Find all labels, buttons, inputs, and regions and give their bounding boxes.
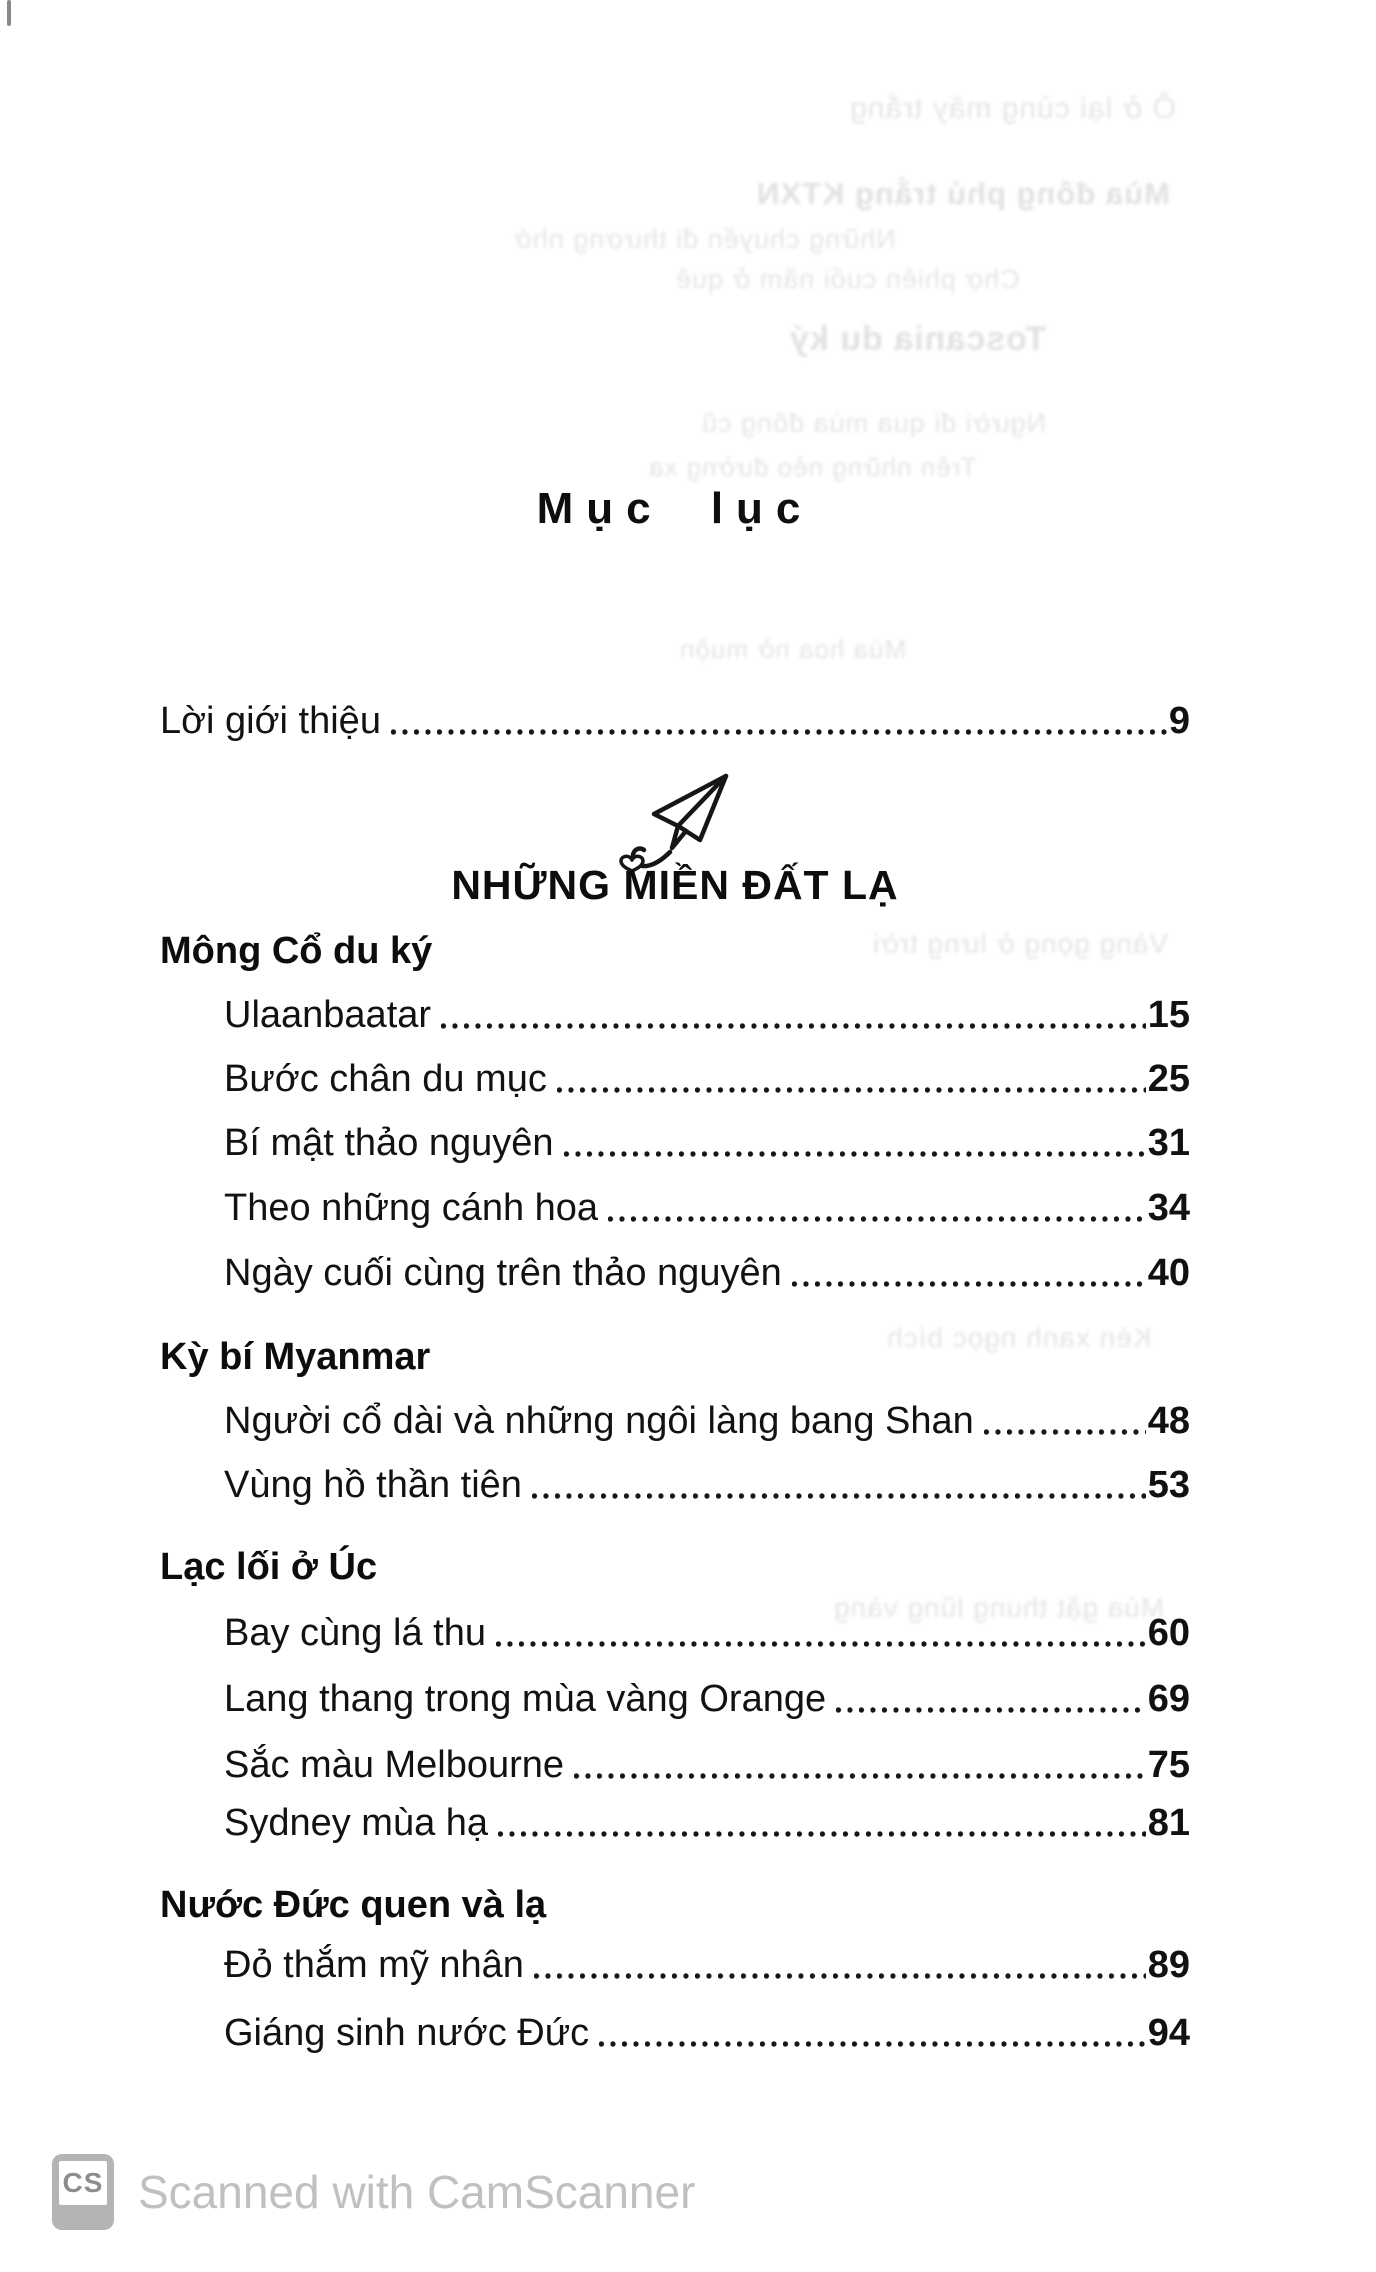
dot-leader — [441, 1020, 1146, 1032]
toc-entry-page-number: 75 — [1147, 1744, 1190, 1786]
dot-leader — [574, 1770, 1146, 1782]
dot-leader — [608, 1213, 1146, 1225]
toc-entry-title: Ulaanbaatar — [224, 994, 432, 1036]
toc-entry-title: Sắc màu Melbourne — [224, 1744, 565, 1786]
toc-entry — [224, 1400, 1190, 1443]
camscanner-logo-label: CS — [59, 2161, 107, 2205]
bleedthrough-ghost-text: Kèn xanh ngọc bích — [886, 1322, 1152, 1353]
bleedthrough-ghost-text: Chợ phiên cuối năm ở quê — [675, 264, 1020, 294]
bleedthrough-ghost-text: Người đi qua mùa đông cũ — [701, 408, 1046, 438]
dot-leader — [836, 1704, 1146, 1716]
toc-entry-page-number: 15 — [1147, 994, 1190, 1036]
toc-entry-page-number: 9 — [1168, 700, 1190, 742]
toc-entry — [224, 2012, 1190, 2055]
toc-entry-title: Sydney mùa hạ — [224, 1802, 489, 1844]
toc-entry — [224, 1252, 1190, 1295]
dot-leader — [599, 2038, 1146, 2050]
toc-entry-page-number: 31 — [1147, 1122, 1190, 1164]
dot-leader — [557, 1084, 1146, 1096]
toc-entry — [224, 994, 1190, 1037]
dot-leader — [984, 1426, 1146, 1438]
toc-entry-page-number: 34 — [1147, 1187, 1190, 1229]
toc-entry — [224, 1122, 1190, 1165]
page-title: Mục lục — [536, 484, 814, 533]
dot-leader — [534, 1970, 1146, 1982]
toc-entry-page-number: 81 — [1147, 1802, 1190, 1844]
toc-entry — [224, 1678, 1190, 1721]
toc-section-heading: Lạc lối ở Úc — [160, 1546, 378, 1588]
toc-section-heading: Kỳ bí Myanmar — [160, 1336, 431, 1378]
toc-section-heading: Nước Đức quen và lạ — [160, 1884, 547, 1926]
toc-entry — [224, 1744, 1190, 1787]
toc-entry — [224, 1612, 1190, 1655]
table-of-contents — [160, 0, 1190, 2272]
camscanner-watermark — [52, 2152, 695, 2232]
toc-section-heading: Mông Cổ du ký — [160, 930, 433, 972]
toc-entry — [224, 1187, 1190, 1230]
toc-entry-page-number: 94 — [1147, 2012, 1190, 2054]
camscanner-logo — [52, 2154, 114, 2230]
part-banner: NHỮNG MIỀN ĐẤT LẠ — [451, 862, 899, 908]
toc-entry-page-number: 25 — [1147, 1058, 1190, 1100]
bleedthrough-ghost-text: Trên những nẻo đường xa — [647, 452, 976, 482]
toc-entry-page-number: 53 — [1147, 1464, 1190, 1506]
watermark-text: Scanned with CamScanner — [138, 2166, 696, 2218]
toc-entry-page-number: 60 — [1147, 1612, 1190, 1654]
toc-entry-page-number: 40 — [1147, 1252, 1190, 1294]
toc-entry-title: Đỏ thắm mỹ nhân — [224, 1944, 524, 1986]
bleedthrough-ghost-text: Vàng gọng ở lưng trời — [872, 928, 1168, 959]
dot-leader — [391, 726, 1167, 738]
toc-entry-page-number: 89 — [1147, 1944, 1190, 1986]
camscanner-logo-strip — [59, 2210, 107, 2224]
toc-entry-page-number: 48 — [1147, 1400, 1190, 1442]
toc-entry-title: Ngày cuối cùng trên thảo nguyên — [224, 1252, 782, 1294]
toc-entry — [224, 1058, 1190, 1101]
bleedthrough-ghost-text: Mùa hoa nở muộn — [678, 634, 906, 664]
toc-entry-title: Vùng hồ thần tiên — [224, 1464, 522, 1506]
bleedthrough-ghost-text: Ô ở lại cùng mây trắng — [849, 92, 1176, 125]
bleedthrough-ghost-text: Mùa đông phủ trắng KTXN — [756, 176, 1170, 211]
dot-leader — [532, 1490, 1146, 1502]
dot-leader — [496, 1638, 1146, 1650]
toc-entry-title: Lời giới thiệu — [160, 700, 381, 742]
toc-entry-title: Bay cùng lá thu — [224, 1612, 486, 1654]
dot-leader — [792, 1278, 1146, 1290]
toc-entry-title: Giáng sinh nước Đức — [224, 2012, 590, 2054]
toc-entry-title: Bước chân du mục — [224, 1058, 547, 1100]
dot-leader — [498, 1828, 1146, 1840]
bleedthrough-ghost-text: Những chuyến đi thương nhớ — [513, 224, 896, 254]
dot-leader — [564, 1148, 1146, 1160]
toc-entry — [224, 1464, 1190, 1507]
toc-entry-title: Bí mật thảo nguyên — [224, 1122, 554, 1164]
toc-entry-page-number: 69 — [1147, 1678, 1190, 1720]
toc-entry — [160, 700, 1190, 743]
bleedthrough-ghost-text: Mùa gặt thung lũng vàng — [832, 1592, 1164, 1623]
scan-corner-artifact — [7, 0, 11, 26]
toc-entry-title: Lang thang trong mùa vàng Orange — [224, 1678, 827, 1720]
bleedthrough-ghost-text: Toscania du ký — [788, 320, 1046, 358]
toc-entry-title: Theo những cánh hoa — [224, 1187, 599, 1229]
toc-entry — [224, 1944, 1190, 1987]
toc-entry — [224, 1802, 1190, 1845]
toc-entry-title: Người cổ dài và những ngôi làng bang Shan — [224, 1400, 974, 1442]
